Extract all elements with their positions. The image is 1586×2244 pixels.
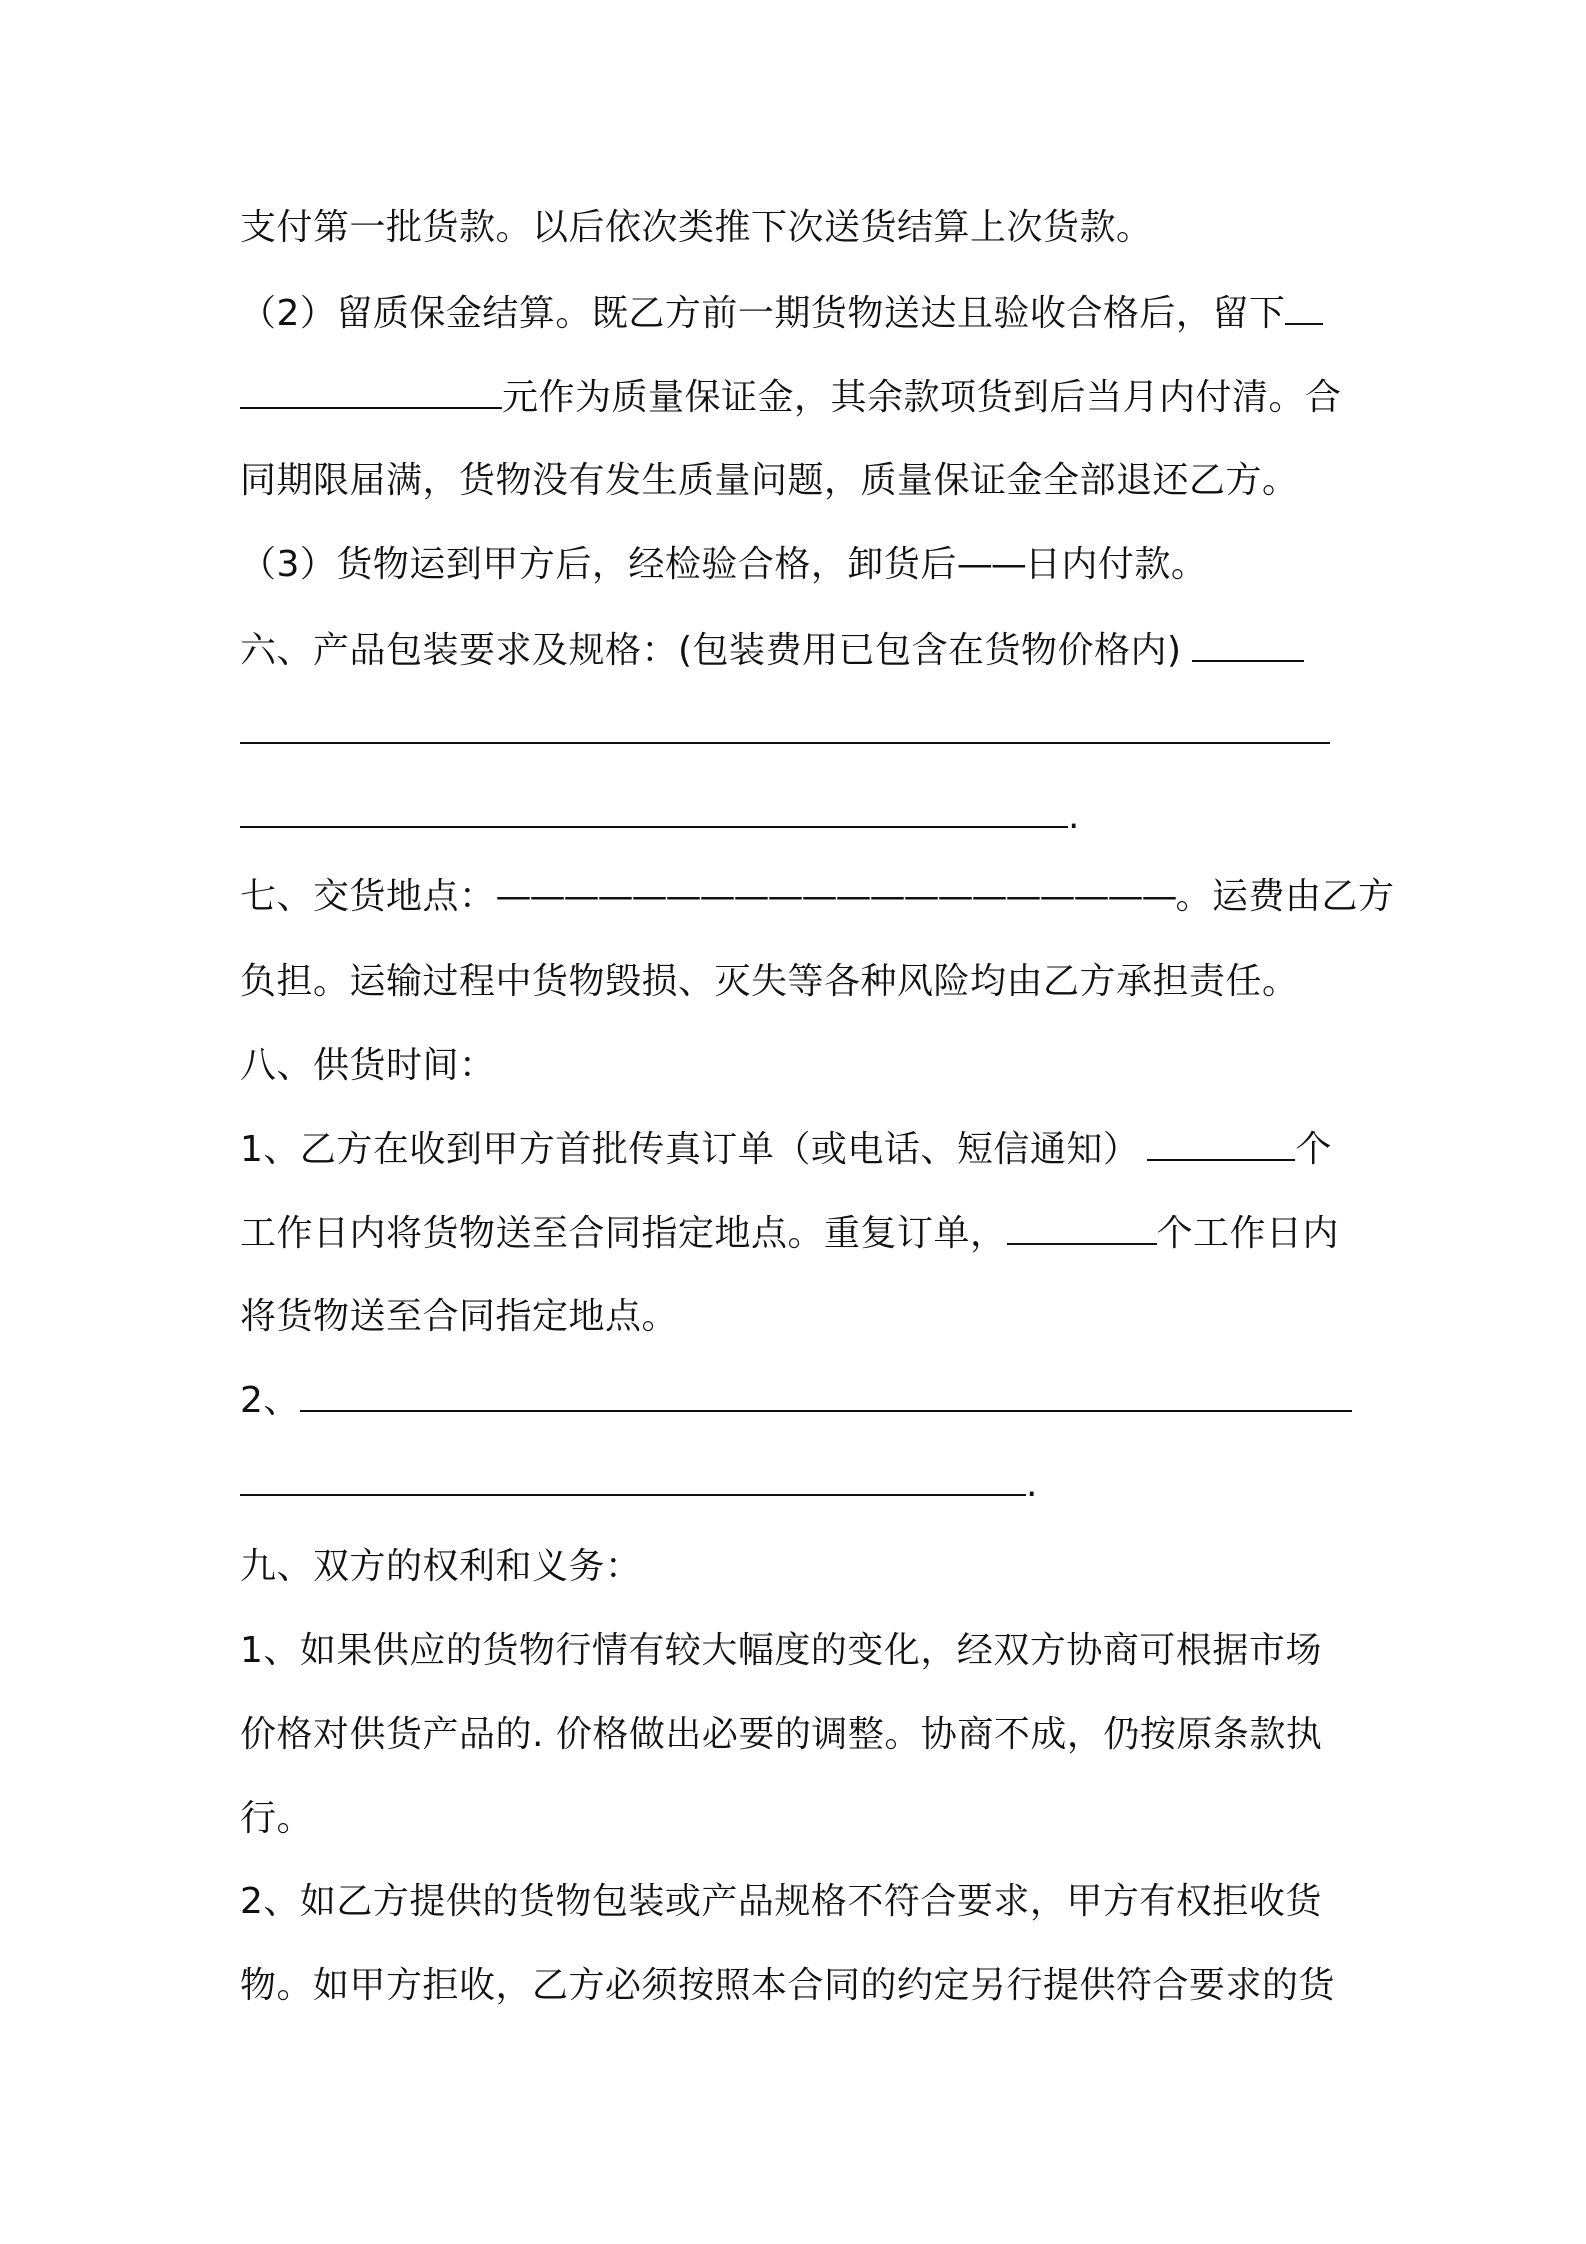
line-end-period: . (1026, 1464, 1038, 1505)
blank-line-16 (240, 1454, 1038, 1514)
text-line-22: 物。如甲方拒收，乙方必须按照本合同的约定另行提供符合要求的货 (240, 1965, 1336, 2006)
blank-line-8 (240, 786, 1080, 846)
text-line-5-dash: —— (956, 544, 1025, 585)
text-line-5-a: （3）货物运到甲方后，经检验合格，卸货后 (240, 544, 957, 585)
fill-blank (240, 367, 502, 409)
fill-blank (240, 786, 1068, 828)
section-heading-6-text: 六、产品包装要求及规格：(包装费用已包含在货物价格内) (240, 630, 1182, 671)
text-line-12-a: 1、乙方在收到甲方首批传真订单（或电话、短信通知） (240, 1129, 1140, 1170)
section-heading-9: 九、双方的权利和义务： (240, 1546, 642, 1587)
text-line-5-c: 日内付款。 (1024, 544, 1208, 585)
text-line-1: 支付第一批货款。以后依次类推下次送货结算上次货款。 (240, 207, 1153, 248)
fill-blank (1147, 1119, 1295, 1161)
blank-line-7 (240, 702, 1330, 762)
text-line-3 (240, 367, 1342, 427)
fill-blank (1285, 283, 1323, 325)
text-line-14: 将货物送至合同指定地点。 (240, 1296, 679, 1337)
text-line-3-content: 元作为质量保证金，其余款项货到后当月内付清。合 (502, 377, 1342, 418)
section-heading-7-c: 。运费由乙方 (1175, 876, 1395, 917)
text-line-5 (240, 535, 1207, 595)
fill-blank (240, 702, 1330, 744)
text-line-15 (240, 1370, 1352, 1430)
text-line-19: 价格对供货产品的. 价格做出必要的调整。协商不成，仍按原条款执 (240, 1714, 1323, 1755)
section-heading-7 (240, 867, 1395, 927)
text-line-15-label: 2、 (240, 1380, 300, 1421)
text-line-13 (240, 1203, 1339, 1263)
fill-blank (240, 1454, 1026, 1496)
text-line-12 (240, 1119, 1332, 1179)
text-line-13-b: 个工作日内 (1156, 1213, 1340, 1254)
line-end-period: . (1068, 796, 1080, 837)
fill-blank (1007, 1203, 1157, 1245)
text-line-12-b: 个 (1295, 1129, 1332, 1170)
text-line-13-a: 工作日内将货物送至合同指定地点。重复订单， (240, 1213, 1007, 1254)
text-line-21: 2、如乙方提供的货物包装或产品规格不符合要求，甲方有权拒收货 (240, 1881, 1322, 1922)
text-line-10: 负担。运输过程中货物毁损、灭失等各种风险均由乙方承担责任。 (240, 961, 1299, 1002)
text-line-20: 行。 (240, 1798, 314, 1839)
text-line-18: 1、如果供应的货物行情有较大幅度的变化，经双方协商可根据市场 (240, 1630, 1322, 1671)
text-line-2 (240, 283, 1323, 343)
section-heading-7-dash: ———————————————————— (495, 876, 1176, 917)
section-heading-7-a: 七、交货地点： (240, 876, 496, 917)
text-line-4: 同期限届满，货物没有发生质量问题，质量保证金全部退还乙方。 (240, 460, 1299, 501)
fill-blank (300, 1370, 1352, 1412)
section-heading-6 (240, 620, 1304, 680)
text-line-2-content: （2）留质保金结算。既乙方前一期货物送达且验收合格后，留下 (240, 293, 1286, 334)
section-heading-8: 八、供货时间： (240, 1045, 496, 1086)
fill-blank (1192, 620, 1304, 662)
